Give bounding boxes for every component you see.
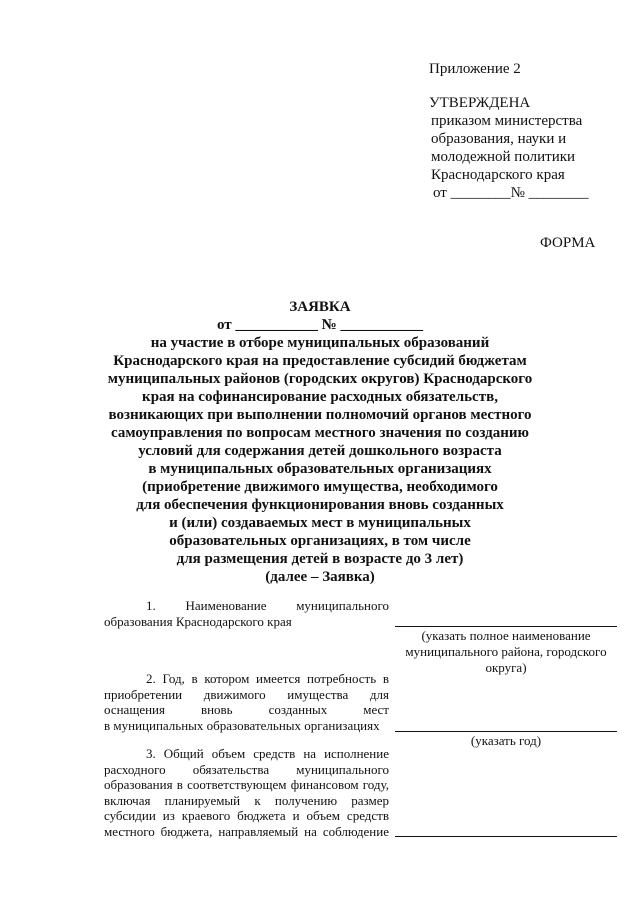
item-1-hint-line: муниципального района, городского [405, 644, 607, 659]
item-3-line: местного бюджета, направляемый на соблюдение [104, 823, 389, 839]
item-3-line: образования в соответствующем финансовом году, [104, 777, 389, 792]
title-line: для обеспечения функционирования вновь созданных [136, 497, 504, 513]
approval-date-line: от ________№ ________ [433, 185, 589, 201]
approved-label: УТВЕРЖДЕНА [429, 95, 531, 111]
title-line: (далее – Заявка) [265, 569, 375, 585]
item-3-line: расходного обязательства муниципального [104, 761, 389, 777]
title-line: края на софинансирование расходных обязательств, [142, 389, 498, 405]
item-2-hint [395, 733, 617, 749]
title-line: в муниципальных образовательных организациях [148, 461, 492, 477]
title-line: Краснодарского края на предоставление субсидий бюджетам [113, 353, 527, 369]
title-line: муниципальных районов (городских округов) Краснодарского [107, 371, 533, 387]
title-line: возникающих при выполнении полномочий органов местного [108, 407, 532, 423]
approval-order-line: образования, науки и [431, 131, 567, 147]
document-title [60, 298, 580, 586]
title-line: для размещения детей в возрасте до 3 лет) [176, 551, 464, 567]
item-3-line: субсидии из краевого бюджета и объем средств [104, 808, 389, 823]
item-2-line: 2. Год, в котором имеется потребность в [146, 671, 389, 686]
item-2-line: оснащения вновь созданных мест [104, 702, 389, 717]
appendix-label: Приложение 2 [429, 61, 521, 77]
item-1-hint-line: округа) [485, 660, 527, 675]
item-3-answer-line[interactable] [395, 836, 617, 837]
title-line: образовательных организациях, в том числе [169, 533, 471, 549]
approval-order-line: Краснодарского края [431, 167, 565, 183]
item-2-line: в муниципальных образовательных организациях [104, 717, 380, 733]
item-1-answer-line[interactable] [395, 626, 617, 627]
item-2-answer-line[interactable] [395, 731, 617, 732]
item-2-text [104, 671, 389, 733]
approval-order-line: приказом министерства [431, 113, 583, 129]
item-1-line: образования Краснодарского края [104, 613, 292, 629]
approval-order-line: молодежной политики [431, 149, 576, 165]
title-line: на участие в отборе муниципальных образований [150, 335, 490, 351]
title-line: и (или) создаваемых мест в муниципальных [169, 515, 471, 531]
item-1-line: 1. Наименование муниципального [146, 598, 389, 613]
item-3-line: 3. Общий объем средств на исполнение [146, 746, 389, 761]
item-3-line: включая планируемый к получению размер [104, 792, 389, 808]
title-heading: ЗАЯВКА [289, 299, 351, 315]
item-1-text [104, 598, 389, 629]
title-line: условий для содержания детей дошкольного возраста [138, 443, 502, 459]
title-date-line: от ___________ № ___________ [217, 317, 423, 333]
item-2-line: приобретении движимого имущества для [104, 686, 389, 702]
title-line: самоуправления по вопросам местного значения по созданию [111, 425, 529, 441]
approval-order-text [431, 112, 582, 184]
title-line: (приобретение движимого имущества, необходимого [142, 479, 498, 495]
item-3-text [104, 746, 389, 839]
item-1-hint [395, 628, 617, 676]
item-1-hint-line: (указать полное наименование [421, 628, 591, 643]
form-label: ФОРМА [540, 235, 596, 251]
item-2-hint-line: (указать год) [470, 733, 542, 748]
